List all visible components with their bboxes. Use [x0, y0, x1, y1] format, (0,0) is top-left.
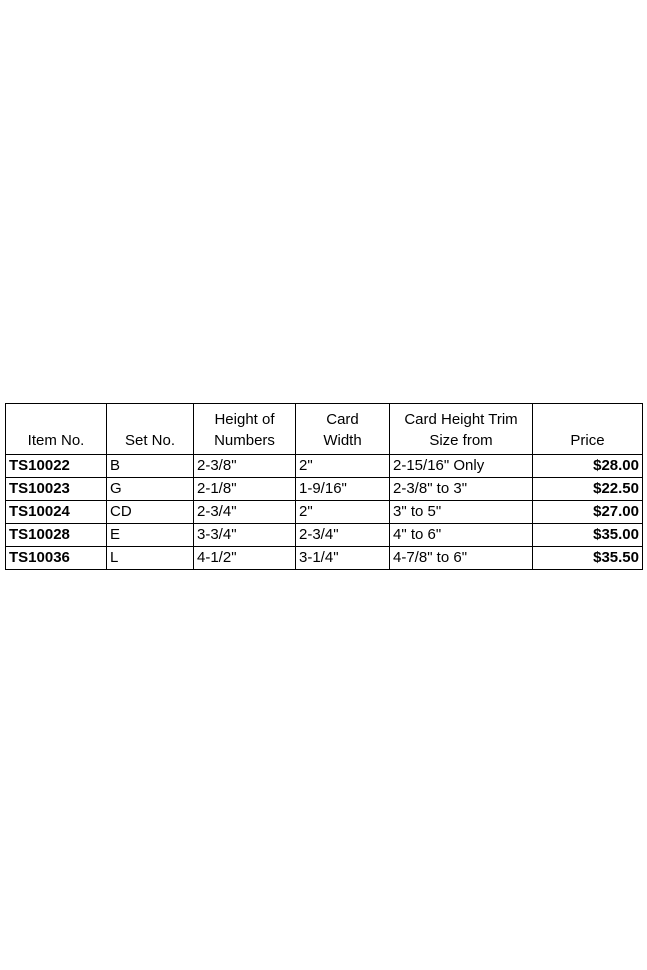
table-cell: $35.50	[533, 547, 643, 570]
table-cell: 2"	[296, 455, 390, 478]
product-spec-table	[5, 403, 643, 570]
table-row	[6, 501, 643, 524]
column-header-line: Card Height Trim	[404, 411, 518, 428]
table-cell: 2-3/4"	[296, 524, 390, 547]
table-cell: B	[107, 455, 194, 478]
column-header-line: Set No.	[124, 432, 176, 449]
column-header-line: Size from	[429, 432, 493, 449]
column-header	[533, 404, 643, 455]
column-header	[194, 404, 296, 455]
table-row	[6, 478, 643, 501]
table-cell: 4-1/2"	[194, 547, 296, 570]
table-cell: TS10022	[6, 455, 107, 478]
column-header-line: Width	[323, 432, 362, 449]
column-header-line: Numbers	[214, 432, 275, 449]
table-cell: TS10028	[6, 524, 107, 547]
column-header	[6, 404, 107, 455]
table-cell: G	[107, 478, 194, 501]
column-header-line: Height of	[214, 411, 275, 428]
column-header	[390, 404, 533, 455]
table-cell: TS10023	[6, 478, 107, 501]
table-row	[6, 455, 643, 478]
table-cell: 3" to 5"	[390, 501, 533, 524]
table-cell: 3-1/4"	[296, 547, 390, 570]
table-cell: $28.00	[533, 455, 643, 478]
table-cell: $22.50	[533, 478, 643, 501]
table-cell: 2-3/8"	[194, 455, 296, 478]
table-cell: TS10024	[6, 501, 107, 524]
table-cell: CD	[107, 501, 194, 524]
column-header-line: Price	[570, 432, 605, 449]
table-cell: 4-7/8" to 6"	[390, 547, 533, 570]
table-cell: 2"	[296, 501, 390, 524]
column-header-line: Card	[326, 411, 359, 428]
table-cell: 2-15/16" Only	[390, 455, 533, 478]
header-row	[6, 404, 643, 455]
column-header	[296, 404, 390, 455]
table-row	[6, 547, 643, 570]
table-cell: 3-3/4"	[194, 524, 296, 547]
table-cell: L	[107, 547, 194, 570]
table-cell: TS10036	[6, 547, 107, 570]
table-cell: 2-3/4"	[194, 501, 296, 524]
table-row	[6, 524, 643, 547]
table-cell: 2-1/8"	[194, 478, 296, 501]
table-cell: 2-3/8" to 3"	[390, 478, 533, 501]
table-cell: E	[107, 524, 194, 547]
table-cell: 4" to 6"	[390, 524, 533, 547]
table-cell: $35.00	[533, 524, 643, 547]
column-header	[107, 404, 194, 455]
column-header-line: Item No.	[27, 432, 85, 449]
table-cell: $27.00	[533, 501, 643, 524]
table-cell: 1-9/16"	[296, 478, 390, 501]
table-body	[6, 455, 643, 570]
